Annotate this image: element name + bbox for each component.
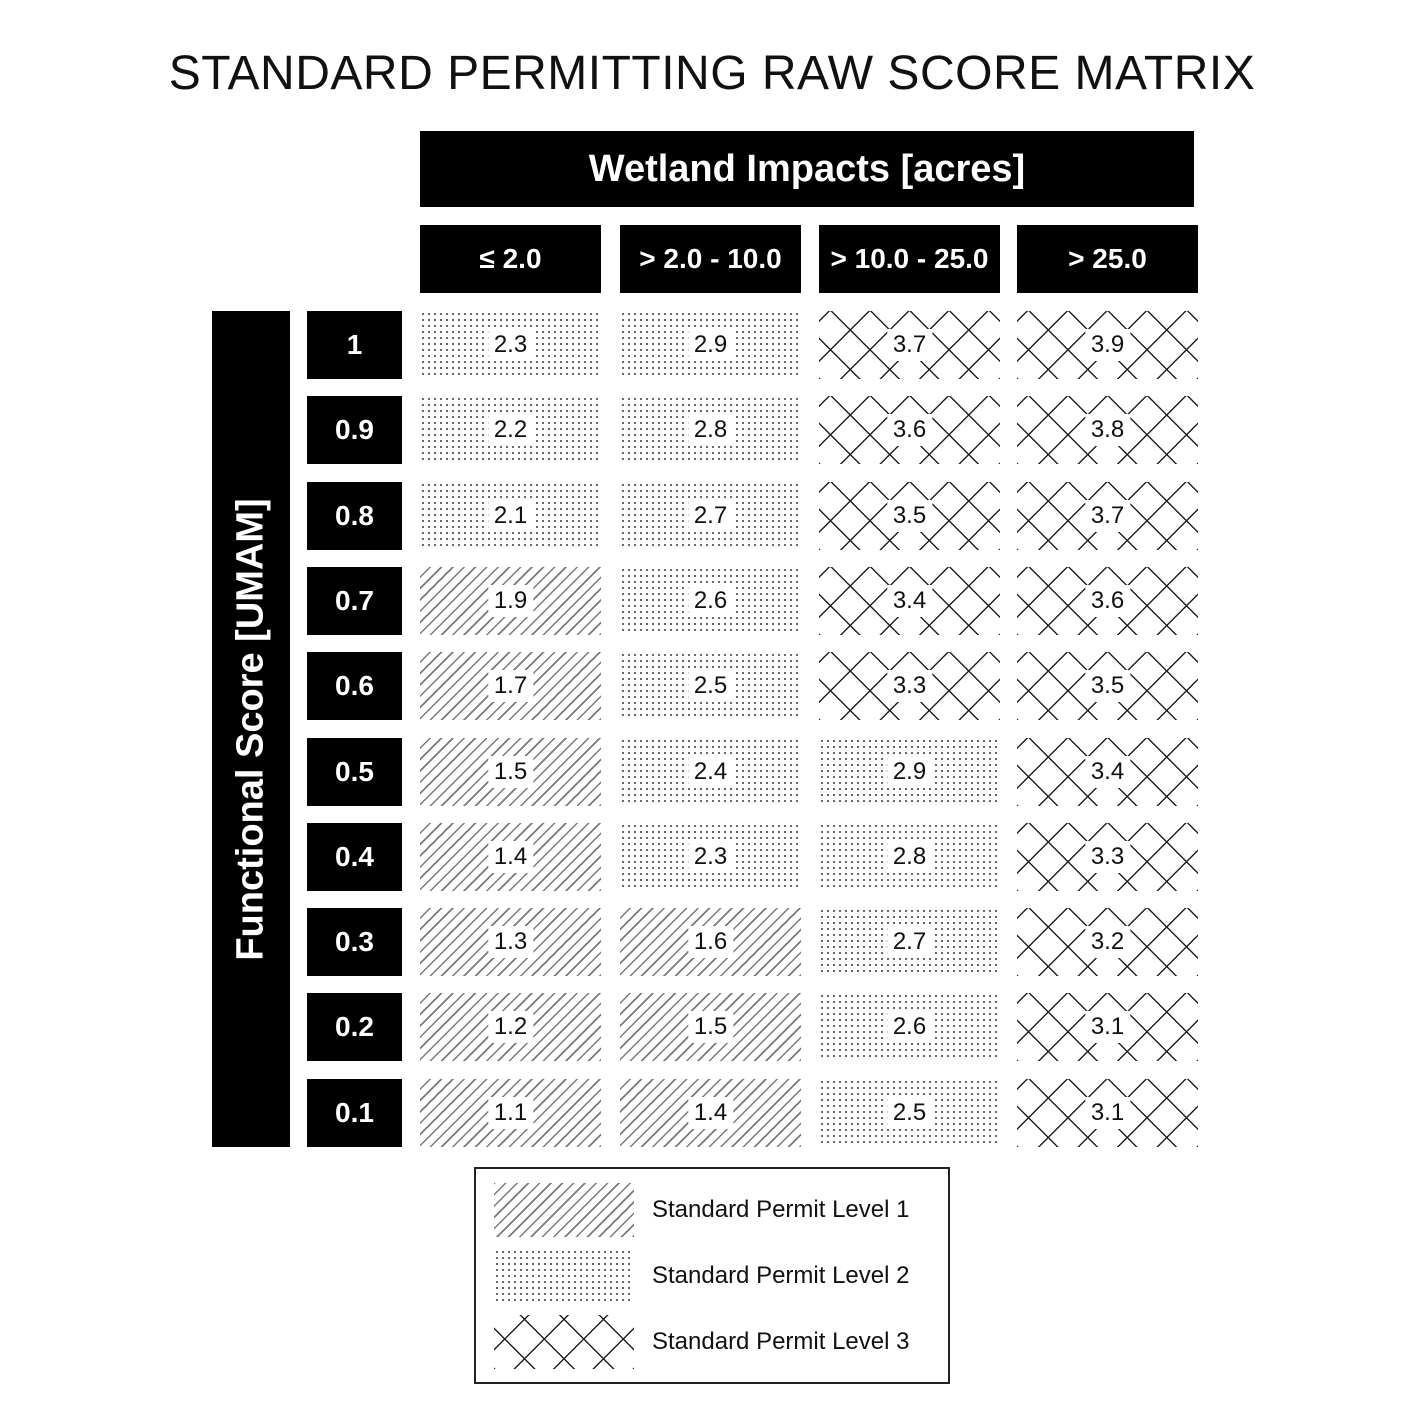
legend-item-level-2 xyxy=(494,1249,934,1303)
matrix-cell xyxy=(1017,482,1198,550)
cell-value: 1.6 xyxy=(688,926,733,958)
cell-value: 2.7 xyxy=(887,926,932,958)
row-header: 0.3 xyxy=(307,908,402,976)
matrix-cell xyxy=(420,567,601,635)
row-header: 0.5 xyxy=(307,738,402,806)
cell-value: 2.3 xyxy=(688,841,733,873)
legend-label: Standard Permit Level 3 xyxy=(652,1328,910,1355)
matrix-cell xyxy=(420,652,601,720)
matrix-cell xyxy=(819,993,1000,1061)
matrix-cell xyxy=(819,652,1000,720)
row-header: 0.4 xyxy=(307,823,402,891)
cell-value: 2.3 xyxy=(488,329,533,361)
cell-value: 3.6 xyxy=(887,414,932,446)
matrix-cell xyxy=(620,396,801,464)
cell-value: 1.5 xyxy=(488,756,533,788)
matrix-cell xyxy=(819,823,1000,891)
cell-value: 3.2 xyxy=(1085,926,1130,958)
column-axis-title: Wetland Impacts [acres] xyxy=(420,131,1194,207)
column-header: > 2.0 - 10.0 xyxy=(620,225,801,293)
cell-value: 2.2 xyxy=(488,414,533,446)
dots-swatch-icon xyxy=(494,1249,634,1303)
matrix-cell xyxy=(819,738,1000,806)
legend-item-level-3 xyxy=(494,1315,934,1369)
row-header: 0.2 xyxy=(307,993,402,1061)
matrix-cell xyxy=(1017,738,1198,806)
matrix-cell xyxy=(819,908,1000,976)
matrix-cell xyxy=(1017,311,1198,379)
row-header: 0.7 xyxy=(307,567,402,635)
matrix-title: STANDARD PERMITTING RAW SCORE MATRIX xyxy=(168,47,1256,100)
cell-value: 3.9 xyxy=(1085,329,1130,361)
row-header: 0.6 xyxy=(307,652,402,720)
cell-value: 2.5 xyxy=(887,1097,932,1129)
matrix-cell xyxy=(620,482,801,550)
row-axis-title-text: Functional Score [UMAM] xyxy=(229,497,272,961)
cell-value: 3.4 xyxy=(887,585,932,617)
legend-label: Standard Permit Level 2 xyxy=(652,1262,910,1289)
matrix-cell xyxy=(1017,823,1198,891)
cell-value: 3.8 xyxy=(1085,414,1130,446)
matrix-cell xyxy=(819,311,1000,379)
cell-value: 3.5 xyxy=(887,500,932,532)
cell-value: 3.4 xyxy=(1085,756,1130,788)
row-header: 0.1 xyxy=(307,1079,402,1147)
matrix-cell xyxy=(620,908,801,976)
cell-value: 1.1 xyxy=(488,1097,533,1129)
cell-value: 1.3 xyxy=(488,926,533,958)
row-header: 1 xyxy=(307,311,402,379)
matrix-cell xyxy=(620,1079,801,1147)
matrix-cell xyxy=(1017,908,1198,976)
crosshatch-swatch-icon xyxy=(494,1315,634,1369)
legend-item-level-1 xyxy=(494,1183,934,1237)
matrix-cell xyxy=(819,482,1000,550)
cell-value: 2.4 xyxy=(688,756,733,788)
row-header: 0.8 xyxy=(307,482,402,550)
matrix-cell xyxy=(420,823,601,891)
matrix-cell xyxy=(420,908,601,976)
cell-value: 1.2 xyxy=(488,1011,533,1043)
row-axis-title xyxy=(212,311,290,1147)
matrix-cell xyxy=(819,396,1000,464)
matrix-cell xyxy=(420,993,601,1061)
row-header: 0.9 xyxy=(307,396,402,464)
cell-value: 3.3 xyxy=(887,670,932,702)
cell-value: 2.5 xyxy=(688,670,733,702)
cell-value: 1.5 xyxy=(688,1011,733,1043)
cell-value: 3.7 xyxy=(1085,500,1130,532)
cell-value: 2.6 xyxy=(688,585,733,617)
cell-value: 2.6 xyxy=(887,1011,932,1043)
matrix-cell xyxy=(620,652,801,720)
matrix-cell xyxy=(1017,1079,1198,1147)
cell-value: 2.1 xyxy=(488,500,533,532)
column-header: ≤ 2.0 xyxy=(420,225,601,293)
cell-value: 3.7 xyxy=(887,329,932,361)
cell-value: 2.9 xyxy=(688,329,733,361)
matrix-cell xyxy=(420,311,601,379)
column-header: > 10.0 - 25.0 xyxy=(819,225,1000,293)
legend-label: Standard Permit Level 1 xyxy=(652,1196,910,1223)
cell-value: 3.1 xyxy=(1085,1011,1130,1043)
matrix-cell xyxy=(620,823,801,891)
matrix-cell xyxy=(620,993,801,1061)
matrix-cell xyxy=(1017,396,1198,464)
cell-value: 3.1 xyxy=(1085,1097,1130,1129)
matrix-cell xyxy=(819,567,1000,635)
cell-value: 1.7 xyxy=(488,670,533,702)
matrix-cell xyxy=(1017,567,1198,635)
matrix-cell xyxy=(420,1079,601,1147)
cell-value: 2.8 xyxy=(688,414,733,446)
cell-value: 1.9 xyxy=(488,585,533,617)
matrix-cell xyxy=(1017,993,1198,1061)
matrix-cell xyxy=(420,482,601,550)
cell-value: 1.4 xyxy=(688,1097,733,1129)
matrix-cell xyxy=(1017,652,1198,720)
matrix-cell xyxy=(620,567,801,635)
hatch-swatch-icon xyxy=(494,1183,634,1237)
cell-value: 3.5 xyxy=(1085,670,1130,702)
matrix-cell xyxy=(620,311,801,379)
legend xyxy=(474,1167,950,1384)
cell-value: 2.9 xyxy=(887,756,932,788)
matrix-cell xyxy=(819,1079,1000,1147)
cell-value: 2.8 xyxy=(887,841,932,873)
matrix-cell xyxy=(420,738,601,806)
cell-value: 3.6 xyxy=(1085,585,1130,617)
cell-value: 1.4 xyxy=(488,841,533,873)
cell-value: 2.7 xyxy=(688,500,733,532)
matrix-cell xyxy=(420,396,601,464)
column-header: > 25.0 xyxy=(1017,225,1198,293)
matrix-cell xyxy=(620,738,801,806)
cell-value: 3.3 xyxy=(1085,841,1130,873)
